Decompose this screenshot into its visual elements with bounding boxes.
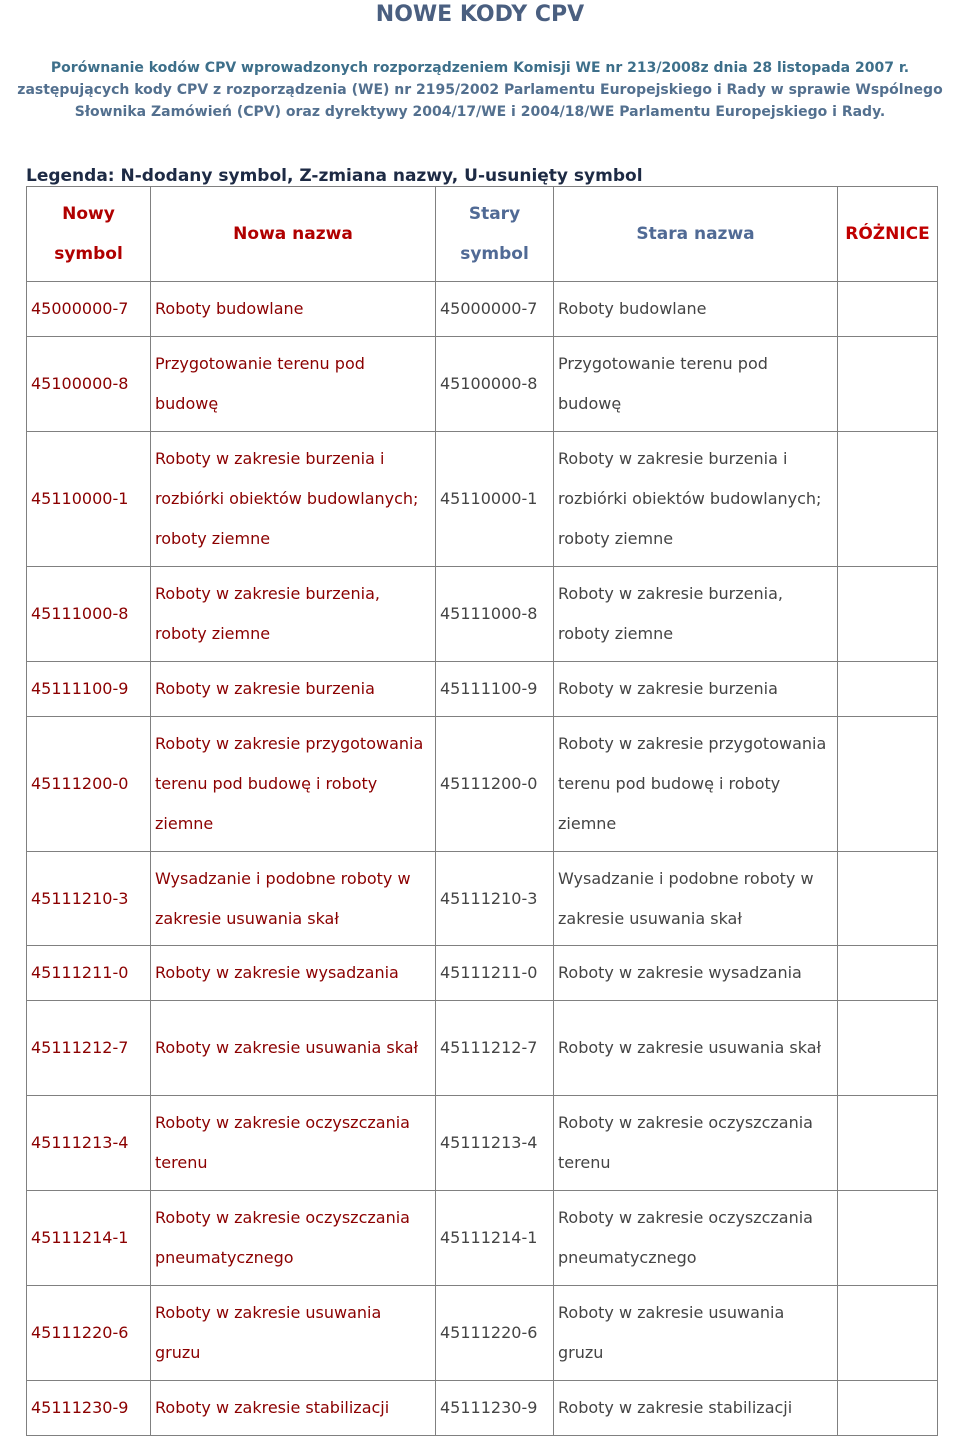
header-diff: RÓŻNICE bbox=[838, 187, 938, 282]
old-name-cell: Roboty w zakresie usuwania skał bbox=[554, 1001, 838, 1096]
old-code-cell: 45111100-9 bbox=[436, 662, 554, 717]
old-name-cell: Roboty w zakresie usuwania gruzu bbox=[554, 1286, 838, 1381]
new-name-cell: Roboty w zakresie stabilizacji bbox=[151, 1381, 436, 1436]
header-new-name: Nowa nazwa bbox=[151, 187, 436, 282]
new-name-cell: Roboty w zakresie burzenia bbox=[151, 662, 436, 717]
table-row bbox=[27, 337, 938, 432]
diff-cell bbox=[838, 1191, 938, 1286]
new-code-cell: 45111100-9 bbox=[27, 662, 151, 717]
new-code-cell: 45110000-1 bbox=[27, 432, 151, 567]
diff-cell bbox=[838, 432, 938, 567]
legend: Legenda: N-dodany symbol, Z-zmiana nazwy, U-usunięty symbol bbox=[26, 166, 643, 186]
new-name-cell: Roboty w zakresie oczyszczania terenu bbox=[151, 1096, 436, 1191]
new-code-cell: 45111211-0 bbox=[27, 946, 151, 1001]
new-code-cell: 45100000-8 bbox=[27, 337, 151, 432]
new-name-cell: Przygotowanie terenu pod budowę bbox=[151, 337, 436, 432]
new-code-cell: 45111210-3 bbox=[27, 852, 151, 946]
new-name-cell: Roboty w zakresie usuwania skał bbox=[151, 1001, 436, 1096]
table-row bbox=[27, 662, 938, 717]
old-code-cell: 45111211-0 bbox=[436, 946, 554, 1001]
table-row bbox=[27, 1381, 938, 1436]
header-old-code-line2: symbol bbox=[460, 244, 529, 264]
old-name-cell: Wysadzanie i podobne roboty w zakresie usuwania skał bbox=[554, 852, 838, 946]
subtitle-line-1: Porównanie kodów CPV wprowadzonych rozporządzeniem Komisji WE nr 213/2008z dnia 28 listopada 2007 r. bbox=[50, 60, 910, 76]
old-name-cell: Roboty w zakresie burzenia i rozbiórki obiektów budowlanych; roboty ziemne bbox=[554, 432, 838, 567]
diff-cell bbox=[838, 567, 938, 662]
old-code-cell: 45111200-0 bbox=[436, 717, 554, 852]
new-name-cell: Roboty w zakresie oczyszczania pneumatycznego bbox=[151, 1191, 436, 1286]
new-name-cell: Roboty w zakresie wysadzania bbox=[151, 946, 436, 1001]
table-row bbox=[27, 1191, 938, 1286]
subtitle-line-2: zastępujących kody CPV z rozporządzenia (WE) nr 2195/2002 Parlamentu Europejskiego i Rady w sprawie Wspólnego bbox=[17, 82, 943, 98]
old-code-cell: 45111212-7 bbox=[436, 1001, 554, 1096]
new-name-cell: Roboty w zakresie usuwania gruzu bbox=[151, 1286, 436, 1381]
new-name-cell: Roboty w zakresie przygotowania terenu pod budowę i roboty ziemne bbox=[151, 717, 436, 852]
old-code-cell: 45111214-1 bbox=[436, 1191, 554, 1286]
new-code-cell: 45000000-7 bbox=[27, 282, 151, 337]
new-name-cell: Roboty w zakresie burzenia i rozbiórki obiektów budowlanych; roboty ziemne bbox=[151, 432, 436, 567]
new-code-cell: 45111214-1 bbox=[27, 1191, 151, 1286]
diff-cell bbox=[838, 1001, 938, 1096]
old-name-cell: Roboty w zakresie oczyszczania pneumatycznego bbox=[554, 1191, 838, 1286]
new-code-cell: 45111200-0 bbox=[27, 717, 151, 852]
diff-cell bbox=[838, 1096, 938, 1191]
old-name-cell: Roboty w zakresie wysadzania bbox=[554, 946, 838, 1001]
header-old-code-line1: Stary bbox=[468, 204, 521, 224]
table-row bbox=[27, 282, 938, 337]
header-new-code-line1: Nowy bbox=[62, 204, 115, 224]
header-old-code bbox=[436, 187, 554, 282]
new-code-cell: 45111000-8 bbox=[27, 567, 151, 662]
diff-cell bbox=[838, 1381, 938, 1436]
old-code-cell: 45111000-8 bbox=[436, 567, 554, 662]
table-row bbox=[27, 717, 938, 852]
old-code-cell: 45111213-4 bbox=[436, 1096, 554, 1191]
diff-cell bbox=[838, 282, 938, 337]
new-code-cell: 45111213-4 bbox=[27, 1096, 151, 1191]
table-row bbox=[27, 567, 938, 662]
diff-cell bbox=[838, 1286, 938, 1381]
old-code-cell: 45110000-1 bbox=[436, 432, 554, 567]
page-title: NOWE KODY CPV bbox=[375, 2, 585, 27]
old-code-cell: 45111230-9 bbox=[436, 1381, 554, 1436]
table-row bbox=[27, 432, 938, 567]
old-name-cell: Roboty w zakresie burzenia bbox=[554, 662, 838, 717]
header-old-name: Stara nazwa bbox=[554, 187, 838, 282]
subtitle-line-3: Słownika Zamówień (CPV) oraz dyrektywy 2004/17/WE i 2004/18/WE Parlamentu Europejskiego i Rady. bbox=[74, 104, 886, 120]
old-name-cell: Przygotowanie terenu pod budowę bbox=[554, 337, 838, 432]
old-code-cell: 45000000-7 bbox=[436, 282, 554, 337]
diff-cell bbox=[838, 946, 938, 1001]
diff-cell bbox=[838, 662, 938, 717]
cpv-comparison-table bbox=[26, 186, 938, 1436]
old-name-cell: Roboty budowlane bbox=[554, 282, 838, 337]
new-code-cell: 45111230-9 bbox=[27, 1381, 151, 1436]
new-name-cell: Wysadzanie i podobne roboty w zakresie usuwania skał bbox=[151, 852, 436, 946]
diff-cell bbox=[838, 337, 938, 432]
table-header-row bbox=[27, 187, 938, 282]
old-name-cell: Roboty w zakresie stabilizacji bbox=[554, 1381, 838, 1436]
table-row bbox=[27, 946, 938, 1001]
table-row bbox=[27, 1001, 938, 1096]
old-name-cell: Roboty w zakresie przygotowania terenu pod budowę i roboty ziemne bbox=[554, 717, 838, 852]
old-code-cell: 45100000-8 bbox=[436, 337, 554, 432]
new-code-cell: 45111212-7 bbox=[27, 1001, 151, 1096]
diff-cell bbox=[838, 717, 938, 852]
old-name-cell: Roboty w zakresie oczyszczania terenu bbox=[554, 1096, 838, 1191]
new-name-cell: Roboty budowlane bbox=[151, 282, 436, 337]
table-row bbox=[27, 852, 938, 946]
new-code-cell: 45111220-6 bbox=[27, 1286, 151, 1381]
old-name-cell: Roboty w zakresie burzenia, roboty ziemne bbox=[554, 567, 838, 662]
table-row bbox=[27, 1286, 938, 1381]
table-row bbox=[27, 1096, 938, 1191]
header-new-code bbox=[27, 187, 151, 282]
diff-cell bbox=[838, 852, 938, 946]
old-code-cell: 45111220-6 bbox=[436, 1286, 554, 1381]
old-code-cell: 45111210-3 bbox=[436, 852, 554, 946]
header-new-code-line2: symbol bbox=[54, 244, 123, 264]
new-name-cell: Roboty w zakresie burzenia, roboty ziemne bbox=[151, 567, 436, 662]
